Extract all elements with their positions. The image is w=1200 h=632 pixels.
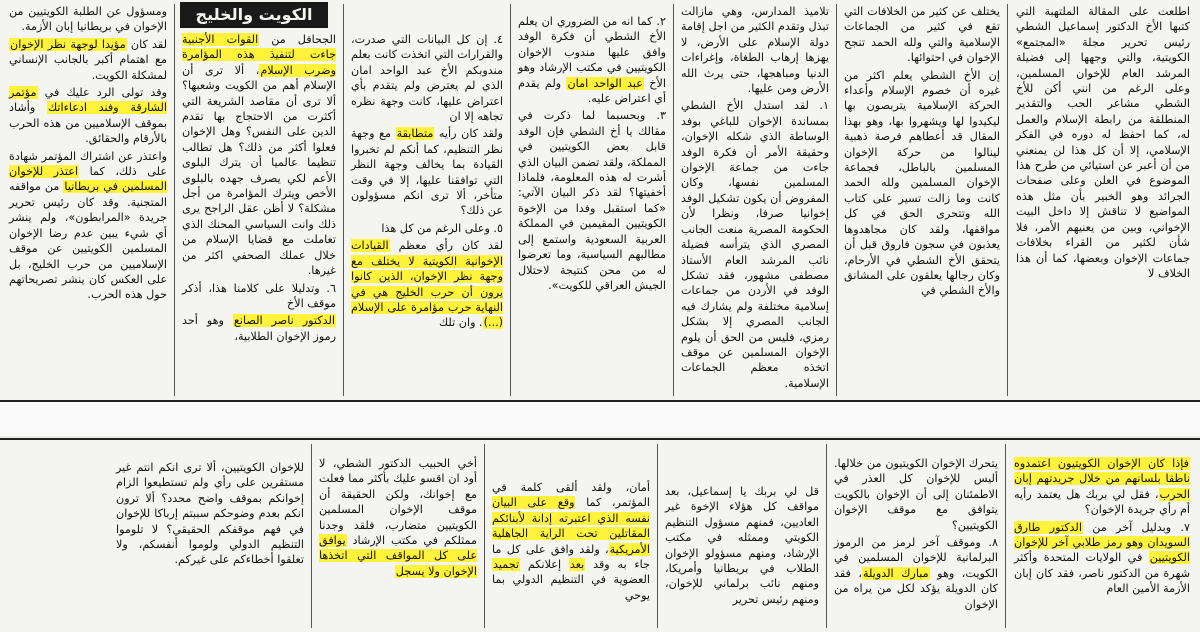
column-divider [657, 444, 658, 628]
text-segment: العضوية في التنظيم الدولي بما يوحي [492, 573, 650, 602]
text-segment: مع وجهة نظر التنظيم، كما أنكم لم تخبروا القيادة بما يخالف وجهة النظر التي توافقنا عليها، إلا في وقت متأخر، ألا ترى انكم مسؤولون عن ذلك؟ [351, 127, 503, 218]
column-divider [311, 444, 312, 628]
article-paragraph [9, 37, 167, 83]
article-paragraph: يختلف عن كثير من الخلافات التي تقع في كثير من الجماعات الإسلامية والتي ولله الحمد تنجح الإخوان في احتوائها. [844, 5, 1000, 65]
text-segment: من مواقفه المتجنية. وقد كان رئيس تحرير جريدة «المرابطون»، ولم ينشر أي شيء يبين عدم رضا الإخوان المسلمين الكويتيين عن موقف الإسلاميين من حرب الخليج، بل على العكس كان ينشر تصريحاتهم حول هذه الحرب. [9, 180, 167, 302]
highlighted-text: تجميد [493, 558, 520, 572]
text-segment: ، ألا ترى أن الإسلام أهم من الكويت وشعبها؟ ألا ترى أن مقاصد الشريعة التي أكثرت من الاحتجاج بها تقدم الدين على النفس؟ وهل الإخوان فعلوا أكثر من ذلك؟ هل تطالب تنظيما عالميا أن يترك البلوى الأعم لكي يصرف جهده بالبلوى الأخص ويترك المؤامرة من أجل مشكلة؟ لا أظن عقل الراجح يرى ذلك وانت السياسي المحنك الذي تعاملت مع قضايا الإسلام من خلال عملك الصحفي اكثر من غيرها. [182, 63, 336, 278]
article-column-1 [1010, 0, 1196, 400]
text-segment: ٧. وبدليل آخر من [1082, 520, 1190, 534]
text-segment: أخي الحبيب الدكتور الشطي، لا أود ان اقسو عليك بأكثر مما فعلت مع إخوانك، ولكن الحقيقة أن موقف الإخوان المسلمين الكويتيين متضارب، فلقد وجدنا ممثلكم في مكتب الإرشاد [319, 457, 477, 548]
article-paragraph [834, 535, 998, 612]
column-divider [1005, 444, 1006, 628]
article-paragraph: إن الأخ الشطي يعلم اكثر من غيره أن خصوم الإسلام وأعداء الحركة الإسلامية يتربصون بها ليكيدوا لها ويشهروا بها، وهو بهذا المقال قد أعطاهم فرصة ذهبية لينالوا من حركة الإخوان المسلمين بالباطل، فجماعة الإخوان المسلمين ولله الحمد كانت وما زالت تسير على كتاب الله وتتحرى الحق في كل مواقفها، ولقد كان مجاهدوها يعذبون في سجون فاروق قبل أن يتحقق الأخ الشطي في الأرحام، وكان رجالها يعلقون على المشانق والأخ الشطي في [844, 68, 1000, 298]
article-column-6 [176, 0, 342, 400]
article-column-3 [659, 440, 825, 632]
headline-banner: الكويت والخليج [180, 2, 328, 28]
article-paragraph: ٣. وبحسبما لما ذكرت في مقالك يا أخ الشطي فإن الوفد قابل بعض الكويتيين في المملكة، ولقد تضمن البيان الذي أشرت له هذه المعلومة، فلماذا أخفيتها؟ لقد ذكر البيان الآتي: «كما استقبل وفدا من الإخوة الكويتيين المقيمين في المملكة العربية السعودية واستمع إلى مطالبهم السياسية، وما تعرضوا له من محن كنتيجة لاحتلال الجيش العراقي للكويت». [518, 109, 666, 292]
column-divider [174, 4, 175, 396]
highlighted-text: القيادات الإخوانية الكويتية لا يختلف مع وجهة نظر الإخوان، الذين كانوا يرون أن حرب الخليج هي في النهاية حرب مؤامرة على الإسلام (...) [351, 239, 503, 330]
article-column-5 [345, 0, 509, 400]
column-divider [343, 4, 344, 396]
article-paragraph [351, 126, 503, 218]
column-divider [836, 4, 837, 396]
column-divider [510, 4, 511, 396]
highlighted-text: يوافق على كل المواقف التي اتخذها الإخوان ولا يسجل [319, 534, 477, 578]
column-divider [484, 444, 485, 628]
text-segment: واعتذر عن اشتراك المؤتمر شهادة على ذلك، كما [9, 149, 167, 179]
highlighted-text: مؤتمر الشارقة وفند ادعاءاتك [9, 86, 167, 115]
highlighted-text: مؤيدا لوجهة نظر الإخوان [10, 37, 126, 51]
text-segment: وقد تولى الرد عليك في [37, 86, 167, 100]
newspaper-clipping-bottom [0, 438, 1200, 632]
article-column-5 [313, 440, 483, 632]
highlighted-text: مبارك الدويلة [863, 566, 929, 580]
article-paragraph [182, 313, 336, 344]
text-segment: لقد كان [126, 37, 167, 51]
highlighted-text: فإذا كان الإخوان الكويتيون اعتمدوه ناطقا بلسانهم من خلال جريدتهم إبان الحرب [1014, 457, 1190, 501]
article-paragraph [182, 32, 336, 279]
article-paragraph [319, 456, 477, 579]
column-divider [673, 4, 674, 396]
article-paragraph: ٤. إن كل البيانات التي صدرت، والقرارات التي اتخذت كانت بعلم مندوبكم الأخ عبد الواحد امان الذي لم يعترض ولم يتقدم بأي اعتراض عليها، كانت وجهة نظره تجاهه إلا ان [351, 33, 503, 124]
text-segment: ولم يقدم أي اعتراض عليه. [518, 76, 666, 106]
highlighted-text: بعد [569, 558, 585, 572]
text-segment: . وان تلك [438, 316, 483, 330]
highlighted-text: الدكتور ناصر الصانع [233, 314, 335, 328]
article-paragraph: للإخوان الكويتيين، ألا ترى انكم انتم غير مستقرين على رأي ولم تستطيعوا الزام إخوانكم بموقف واضح محدد؟ ألا ترون انكم بعدم وضوحكم سببتم إرباكا للإخوان في فهم موقفكم الحقيقي؟ لا تلوموا التنظيم الدولي ولوموا أنفسكم، ولا تعلقوا أخطاءكم على غيركم. [116, 461, 304, 567]
highlighted-text: القوات الأجنبية جاءت لتنفيذ هذه المؤامرة وضرب الإسلام [182, 33, 336, 77]
highlighted-text: عبد الواحد امان [567, 76, 643, 90]
article-column-2 [828, 440, 1004, 632]
article-paragraph: قل لي بربك يا إسماعيل، بعد مواقف كل هؤلاء الإخوة غير العاديين، فمنهم مسؤول التنظيم الكويتي وممثله في مكتب الإرشاد، ومنهم مسؤولو الإخوان الطلاب في بريطانيا وأمريكا، ومنهم نائب برلماني للإخوان، ومنهم رئيس تحرير [665, 485, 819, 606]
clipping-gap [0, 402, 1200, 436]
article-column-3 [675, 0, 835, 400]
text-segment: الجحافل من [259, 33, 336, 46]
text-segment: في الولايات المتحدة وأكثر شهرة من الدكتور ناصر، فقد كان إبان الأزمة الأمين العام [1014, 551, 1190, 596]
highlighted-text: الدكتور طارق السويدان وهو رمز طلابي آخر للإخوان الكويتيين [1014, 520, 1190, 565]
article-column-1 [1008, 440, 1196, 632]
article-paragraph [492, 480, 650, 603]
article-paragraph: ١. لقد استدل الأخ الشطي بمساندة الإخوان للباغي بوفد الوساطة الذي شكله الإخوان، وحقيقة الأمر أن فكرة الوفد جاءت من جماعة الإخوان المسلمين نفسها، وكان المفروض أن يكون تشكيل الوفد إخوانيا صرفا، ونظرا لأن الحكومة المصرية منعت الجانب المصري الذي يترأسه فضيلة نائب المرشد العام الأستاذ مصطفى مشهور، فقد تشكل الوفد في الأردن من جماعات إسلامية مختلفة ولم يشارك فيه الجانب المصري إلا بشكل رمزي، فليس من الحق أن يلوم الإخوان المسلمين عن موقف اتخذه معظم الجماعات الإسلامية. [681, 99, 829, 390]
article-paragraph [518, 14, 666, 106]
article-paragraph: تلاميذ المدارس، وهي مازالت تبذل وتقدم الكثير من اجل إقامة دولة الإسلام على الأرض، لا يهزها إرهاب الطغاة، وإغراءات الدنيا ومباهجها، حتى يرث الله الأرض ومن عليها. [681, 5, 829, 96]
article-column-7 [3, 0, 173, 400]
article-paragraph: ٥. وعلى الرغم من كل هذا [381, 221, 503, 235]
article-column-4 [486, 440, 656, 632]
text-segment: وأشاد بموقف الإسلاميين من هذه الحرب بالأرقام والحقائق. [9, 101, 167, 146]
text-segment: وهو أحد رموز الإخوان الطلابية، [182, 314, 336, 343]
text-segment: لقد كان رأي معظم [389, 239, 503, 253]
text-segment: أمان، ولقد ألقى كلمة في المؤتمر، كما [492, 481, 650, 510]
article-column-4 [512, 0, 672, 400]
article-paragraph [9, 85, 167, 147]
article-paragraph [9, 149, 167, 303]
article-paragraph: ومسؤول عن الطلبة الكويتيين من الإخوان في بريطانيا إبان الأزمة. [9, 5, 167, 34]
text-segment: ٢. كما انه من الضروري ان يعلم الأخ الشطي أن فكرة الوفد وافق عليها مندوب الإخوان الكويتيين في مكتب الإرشاد وهو الأخ [518, 15, 666, 90]
column-divider [826, 444, 827, 628]
article-paragraph: اطلعت على المقالة الملتهبة التي كتبها الأخ الدكتور إسماعيل الشطي رئيس تحرير مجلة «المجتمع» الكويتية، والتي وجهها إلى فضيلة المرشد العام للإخوان المسلمين، وعلى الرغم من انني أكن للأخ الشطي مشاعر الحب والتقدير المنطلقة من رابطة الإسلام والعمل له، كما احفظ له دوره في الفكر الإسلامي، إلا أن كل هذا لن يمنعني من أن أعبر عن استيائي من طرح هذا الموضوع في العلن وعلى صفحات الجرائد وهو الخبير بأن مثل هذه المواضيع لا تناقش إلا داخل البيت الإخواني، وبين من يعنيهم الأمر، فلا شأن لكثير من القراء بخلافات جماعات الإخوان وبعضها، كما أن هذا الخلاف لا [1016, 5, 1190, 280]
article-paragraph [1014, 456, 1190, 518]
text-segment: ولقد كان رأيه [434, 127, 503, 141]
text-segment: ، فقد كان الدويلة يؤكد لكل من يراه من الإخوان [834, 566, 998, 611]
text-segment: ، فقل لي بربك هل يعتمد رأيه أم رأي جريدة الإخوان؟ [1014, 487, 1190, 517]
article-column-2 [838, 0, 1006, 400]
article-paragraph [351, 238, 503, 330]
highlighted-text: وقع على البيان نفسه الذي اعتبرته إدانة لأبنائكم المقاتلين تحت الراية الجاهلية الأمريكية [492, 496, 650, 556]
highlighted-text: متطابقة [396, 127, 434, 141]
text-segment: ٨. وموقف آخر لرمز من الرموز البرلمانية للإخوان المسلمين في الكويت، وهو [834, 536, 998, 580]
article-column-6 [110, 440, 310, 632]
text-segment: إعلانكم [520, 558, 569, 572]
highlighted-text: اعتذر للإخوان المسلمين في بريطانيا [9, 165, 167, 194]
article-paragraph: يتحرك الإخوان الكويتيون من خلالها. أليس للإخوان كل العذر في الاطمئنان إلى أن الإخوان بالكويت يتوافق مع موقف الإخوان الكويتيين؟ [834, 457, 998, 532]
text-segment: مع اهتمام أكبر بالجانب الإنساني لمشكلة الكويت. [9, 53, 167, 82]
article-paragraph [1014, 520, 1190, 597]
column-divider [1007, 4, 1008, 396]
article-paragraph: ٦. وتدليلا على كلامنا هذا، أذكر موقف الأخ [182, 281, 336, 310]
text-segment: ، ولقد وافق على كل ما جاء به وقد [492, 542, 650, 572]
